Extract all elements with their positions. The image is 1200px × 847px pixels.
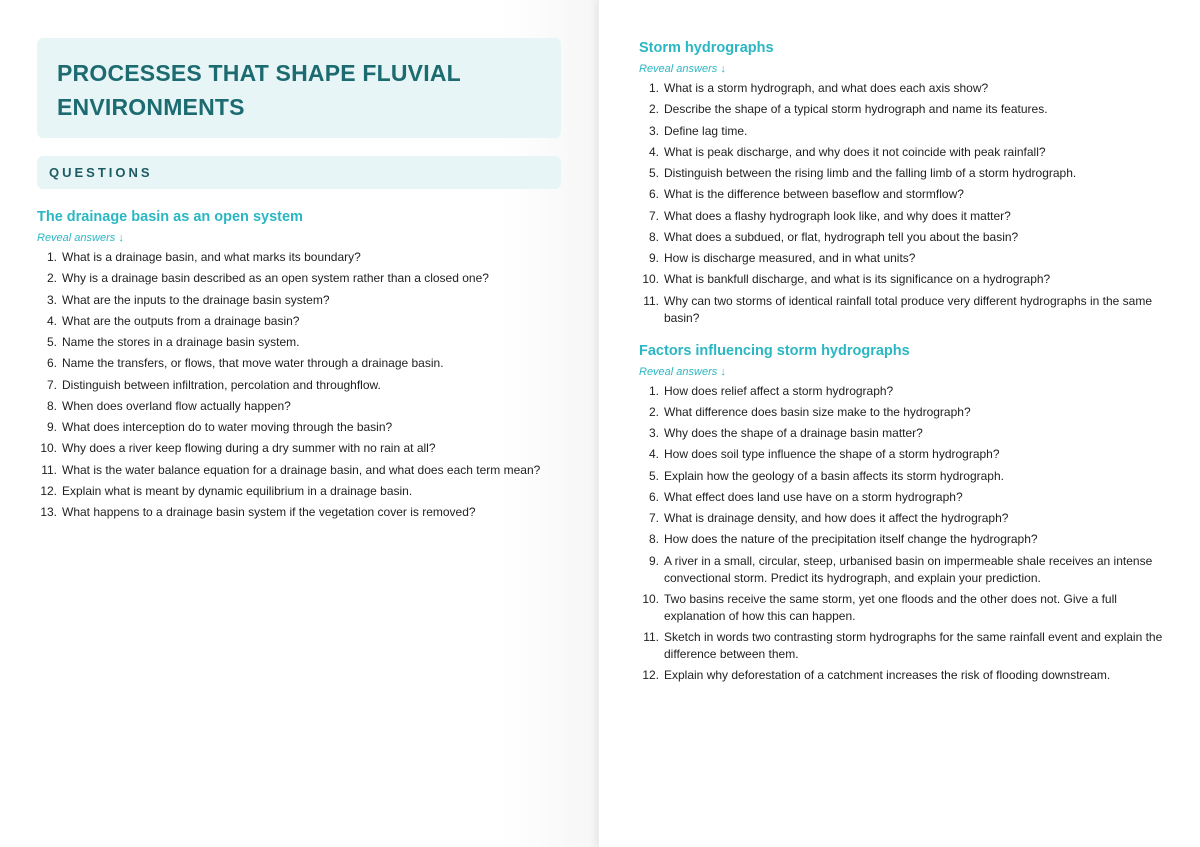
- question-number: 3.: [648, 426, 659, 440]
- reveal-answers-link[interactable]: Reveal answers ↓: [37, 232, 124, 244]
- question-number: 9.: [648, 251, 659, 265]
- question-number: 2.: [648, 102, 659, 117]
- question-item: [37, 313, 561, 330]
- question-item: [639, 250, 1164, 267]
- question-item: [37, 483, 561, 500]
- question-number: 6.: [46, 356, 57, 371]
- question-number: 9.: [648, 553, 659, 568]
- question-list: [37, 249, 561, 521]
- question-item: [639, 144, 1164, 161]
- question-text: What are the inputs to the drainage basin system?: [62, 292, 330, 307]
- question-text: What is the difference between baseflow and stormflow?: [664, 187, 964, 202]
- question-number: 11.: [643, 293, 659, 308]
- question-text: Name the transfers, or flows, that move water through a drainage basin.: [62, 356, 444, 371]
- question-item: [37, 462, 561, 479]
- question-text: What is drainage density, and how does it affect the hydrograph?: [664, 511, 1009, 525]
- section-heading: The drainage basin as an open system: [37, 209, 303, 225]
- question-text: When does overland flow actually happen?: [62, 398, 291, 413]
- question-number: 2.: [648, 404, 659, 419]
- question-text: Explain why deforestation of a catchment increases the risk of flooding downstream.: [664, 668, 1111, 683]
- right-page: [598, 0, 1200, 847]
- question-number: 11.: [41, 462, 57, 477]
- question-number: 5.: [46, 335, 57, 349]
- left-page: [0, 0, 598, 847]
- question-item: [37, 504, 561, 521]
- question-text: Distinguish between the rising limb and the falling limb of a storm hydrograph.: [664, 166, 1077, 180]
- question-item: [639, 531, 1164, 548]
- question-item: [639, 229, 1164, 246]
- question-text: What is bankfull discharge, and what is its significance on a hydrograph?: [664, 272, 1051, 287]
- question-text: Explain what is meant by dynamic equilibrium in a drainage basin.: [62, 483, 413, 498]
- question-item: [37, 334, 561, 351]
- question-item: [639, 510, 1164, 527]
- question-number: 2.: [46, 271, 57, 286]
- question-item: [639, 629, 1164, 663]
- question-text: How does the nature of the precipitation itself change the hydrograph?: [664, 532, 1038, 547]
- question-text: Describe the shape of a typical storm hydrograph and name its features.: [664, 102, 1048, 117]
- question-item: [639, 208, 1164, 225]
- question-text: Define lag time.: [664, 123, 748, 138]
- question-item: [37, 398, 561, 415]
- question-text: Why does a river keep flowing during a dry summer with no rain at all?: [62, 441, 436, 456]
- question-number: 1.: [648, 383, 659, 398]
- question-item: [639, 383, 1164, 400]
- question-text: Why does the shape of a drainage basin matter?: [664, 426, 923, 440]
- question-text: What difference does basin size make to the hydrograph?: [664, 404, 971, 419]
- title-box: [37, 38, 561, 138]
- question-item: [37, 377, 561, 394]
- question-number: 12.: [642, 668, 659, 683]
- question-number: 7.: [648, 208, 659, 223]
- question-text: Why can two storms of identical rainfall total produce very different hydrographs in the same basin?: [664, 293, 1153, 325]
- question-text: How is discharge measured, and in what units?: [664, 251, 916, 265]
- question-item: [37, 419, 561, 436]
- question-number: 8.: [46, 398, 57, 413]
- question-number: 7.: [648, 511, 659, 525]
- question-item: [37, 249, 561, 266]
- question-item: [639, 101, 1164, 118]
- question-text: What does a subdued, or flat, hydrograph tell you about the basin?: [664, 229, 1019, 244]
- question-item: [639, 293, 1164, 327]
- question-item: [639, 165, 1164, 182]
- question-item: [37, 440, 561, 457]
- question-number: 8.: [648, 532, 659, 547]
- question-number: 11.: [643, 630, 659, 644]
- question-text: How does soil type influence the shape of a storm hydrograph?: [664, 447, 1000, 462]
- question-item: [639, 591, 1164, 625]
- question-number: 3.: [46, 292, 57, 307]
- section-storm-hydrographs: [639, 38, 1164, 327]
- question-text: Two basins receive the same storm, yet one floods and the other does not. Give a full explanation of how this can happen.: [664, 591, 1117, 623]
- question-item: [37, 292, 561, 309]
- question-item: [639, 553, 1164, 587]
- question-text: What does interception do to water moving through the basin?: [62, 420, 393, 434]
- page-title: PROCESSES THAT SHAPE FLUVIAL ENVIRONMENTS: [57, 60, 461, 120]
- question-text: What is the water balance equation for a drainage basin, and what does each term mean?: [62, 462, 541, 477]
- section-heading: Storm hydrographs: [639, 40, 774, 56]
- question-text: Distinguish between infiltration, percolation and throughflow.: [62, 377, 381, 392]
- question-number: 5.: [648, 468, 659, 483]
- question-number: 8.: [648, 229, 659, 244]
- question-item: [639, 489, 1164, 506]
- question-number: 7.: [46, 377, 57, 392]
- question-text: Why is a drainage basin described as an open system rather than a closed one?: [62, 271, 489, 286]
- questions-label: QUESTIONS: [37, 156, 561, 189]
- question-item: [639, 404, 1164, 421]
- question-item: [639, 271, 1164, 288]
- question-number: 9.: [46, 420, 57, 434]
- question-item: [639, 80, 1164, 97]
- question-text: What are the outputs from a drainage basin?: [62, 313, 300, 328]
- question-number: 5.: [648, 166, 659, 180]
- question-number: 10.: [642, 272, 659, 287]
- question-text: A river in a small, circular, steep, urbanised basin on impermeable shale receives an intense convectional storm. Predict its hydrograph, and explain your prediction.: [664, 553, 1153, 585]
- question-number: 10.: [642, 591, 659, 606]
- question-item: [639, 446, 1164, 463]
- section-factors-influencing: [639, 341, 1164, 685]
- question-text: What is a storm hydrograph, and what does each axis show?: [664, 81, 989, 95]
- question-number: 6.: [648, 187, 659, 202]
- question-number: 4.: [46, 313, 57, 328]
- question-text: What does a flashy hydrograph look like, and why does it matter?: [664, 208, 1011, 223]
- question-number: 12.: [40, 483, 57, 498]
- reveal-answers-link[interactable]: Reveal answers ↓: [639, 63, 726, 75]
- question-text: What is a drainage basin, and what marks its boundary?: [62, 250, 361, 264]
- question-text: Explain how the geology of a basin affects its storm hydrograph.: [664, 468, 1004, 483]
- question-text: What happens to a drainage basin system if the vegetation cover is removed?: [62, 505, 476, 519]
- question-item: [639, 123, 1164, 140]
- question-text: What is peak discharge, and why does it not coincide with peak rainfall?: [664, 144, 1046, 159]
- question-text: Sketch in words two contrasting storm hydrographs for the same rainfall event and explain the difference between them.: [664, 630, 1163, 661]
- question-number: 3.: [648, 123, 659, 138]
- question-number: 4.: [648, 447, 659, 462]
- question-number: 6.: [648, 489, 659, 504]
- question-number: 1.: [648, 81, 659, 95]
- question-number: 13.: [40, 505, 57, 519]
- question-item: [639, 468, 1164, 485]
- section-heading: Factors influencing storm hydrographs: [639, 342, 910, 359]
- question-item: [37, 355, 561, 372]
- question-item: [639, 425, 1164, 442]
- question-item: [639, 186, 1164, 203]
- question-list: [639, 80, 1164, 327]
- question-text: What effect does land use have on a storm hydrograph?: [664, 489, 963, 504]
- question-number: 10.: [40, 441, 57, 456]
- reveal-answers-link[interactable]: Reveal answers ↓: [639, 365, 726, 378]
- question-item: [639, 667, 1164, 684]
- question-number: 4.: [648, 144, 659, 159]
- question-list: [639, 383, 1164, 685]
- question-number: 1.: [46, 250, 57, 264]
- section-drainage-basin: [37, 207, 561, 521]
- question-text: How does relief affect a storm hydrograph?: [664, 383, 894, 398]
- question-item: [37, 270, 561, 287]
- question-text: Name the stores in a drainage basin system.: [62, 335, 300, 349]
